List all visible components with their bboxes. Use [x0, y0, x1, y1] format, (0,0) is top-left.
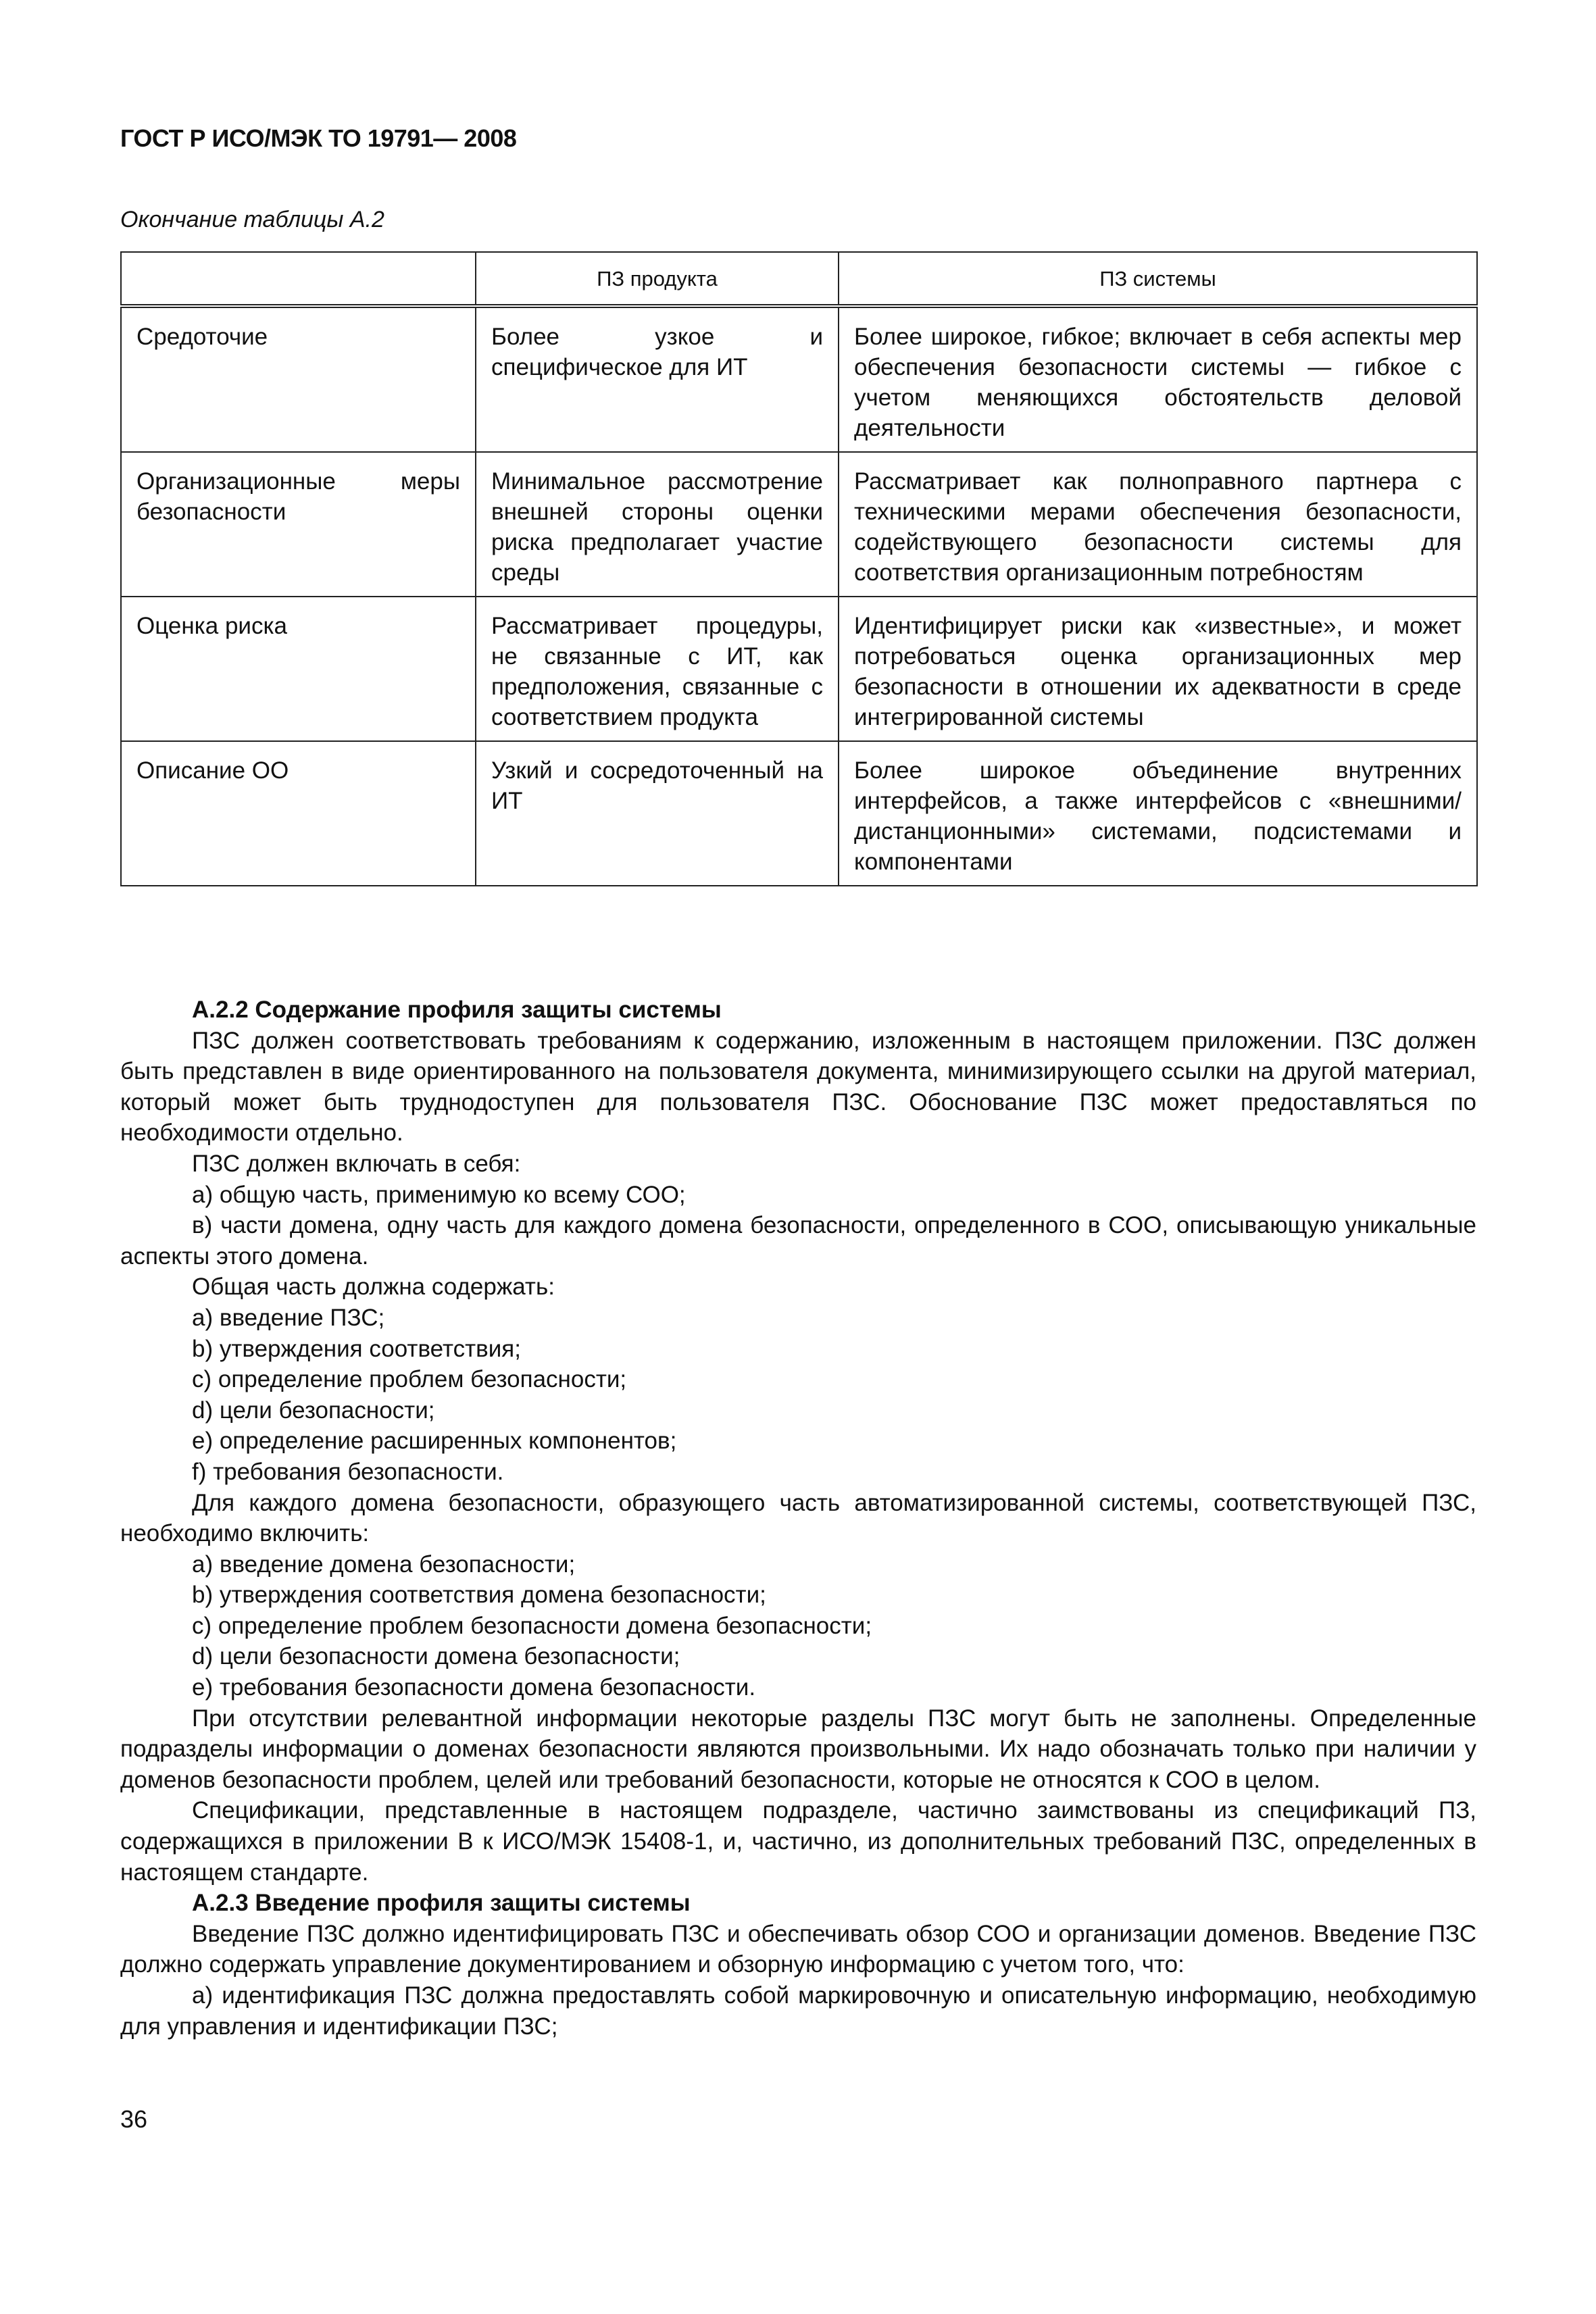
standard-header: ГОСТ Р ИСО/МЭК ТО 19791— 2008 [120, 124, 517, 152]
list-item: d) цели безопасности; [192, 1397, 435, 1424]
list-item: а) общую часть, применимую ко всему СОО; [192, 1181, 686, 1208]
system-pp-cell: Более широкое объединение внутренних интерфейсов, а также интерфейсов с «внешними/дистанционными» системами, подсистемами и компонентами [839, 741, 1477, 886]
aspect-cell: Оценка риска [121, 597, 476, 741]
product-pp-cell: Минимальное рассмотрение внешней стороны оценки риска предполагает участие среды [476, 452, 839, 597]
body-text [120, 995, 1476, 2042]
paragraph: ПЗС должен соответствовать требованиям к содержанию, изложенным в настоящем приложении. ПЗС должен быть представлен в виде ориентированного на пользователя документа, минимизирующего ссылки на другой материал, который может быть труднодоступен для пользователя ПЗС. Обоснование ПЗС может предоставляться по необходимости отдельно. [120, 1027, 1476, 1147]
list-item: а) идентификация ПЗС должна предоставлять собой маркировочную и описательную информацию, необходимую для управления и идентификации ПЗС; [120, 1982, 1476, 2040]
section-heading: А.2.2 Содержание профиля защиты системы [192, 997, 722, 1023]
system-pp-cell: Более широкое, гибкое; включает в себя аспекты мер обеспечения безопасности системы — гибкое с учетом меняющихся обстоятельств деловой деятельности [839, 306, 1477, 452]
list-item: d) цели безопасности домена безопасности; [192, 1643, 680, 1670]
list-item: а) введение ПЗС; [192, 1304, 385, 1331]
product-pp-cell: Более узкое и специфическое для ИТ [476, 306, 839, 452]
page-number: 36 [120, 2105, 148, 2133]
paragraph: Спецификации, представленные в настоящем подразделе, частично заимствованы из спецификаций ПЗ, содержащихся в приложении В к ИСО/МЭК 15408-1, и, частично, из дополнительных требований ПЗС, определенных в настоящем стандарте. [120, 1797, 1476, 1886]
column-header-aspect [121, 252, 476, 306]
column-header-product-pp: ПЗ продукта [476, 252, 839, 306]
list-item: е) определение расширенных компонентов; [192, 1428, 677, 1455]
list-item: е) требования безопасности домена безопасности. [192, 1674, 756, 1701]
list-item: в) части домена, одну часть для каждого домена безопасности, определенного в СОО, описывающую уникальные аспекты этого домена. [120, 1212, 1476, 1269]
paragraph: При отсутствии релевантной информации некоторые разделы ПЗС могут быть не заполнены. Определенные подразделы информации о доменах безопасности являются произвольными. Их надо обозначать только при наличии у доменов безопасности проблем, целей или требований безопасности, которые не относятся к СОО в целом. [120, 1705, 1476, 1793]
system-pp-cell: Идентифицирует риски как «известные», и может потребоваться оценка организационных мер безопасности в отношении их адекватности в среде интегрированной системы [839, 597, 1477, 741]
system-pp-cell: Рассматривает как полноправного партнера с техническими мерами обеспечения безопасности, содействующего безопасности системы для соответствия организационным потребностям [839, 452, 1477, 597]
column-header-system-pp: ПЗ системы [839, 252, 1477, 306]
table-row [121, 306, 1477, 452]
paragraph: Для каждого домена безопасности, образующего часть автоматизированной системы, соответствующей ПЗС, необходимо включить: [120, 1489, 1476, 1547]
list-item: b) утверждения соответствия; [192, 1335, 521, 1362]
product-pp-cell: Рассматривает процедуры, не связанные с ИТ, как предположения, связанные с соответствием продукта [476, 597, 839, 741]
paragraph: Введение ПЗС должно идентифицировать ПЗС и обеспечивать обзор СОО и организации доменов. Введение ПЗС должно содержать управление документированием и обзорную информацию с учетом того, что: [120, 1920, 1476, 1978]
section-heading: А.2.3 Введение профиля защиты системы [192, 1890, 691, 1917]
table-header-row [121, 252, 1477, 306]
aspect-cell: Описание ОО [121, 741, 476, 886]
table-row [121, 597, 1477, 741]
list-item: а) введение домена безопасности; [192, 1551, 576, 1578]
aspect-cell: Организационные меры безопасности [121, 452, 476, 597]
list-item: с) определение проблем безопасности; [192, 1366, 627, 1393]
table-caption: Окончание таблицы А.2 [120, 207, 384, 232]
comparison-table [120, 251, 1478, 886]
list-item: b) утверждения соответствия домена безопасности; [192, 1582, 766, 1609]
product-pp-cell: Узкий и сосредоточенный на ИТ [476, 741, 839, 886]
paragraph: Общая часть должна содержать: [192, 1274, 555, 1301]
paragraph: ПЗС должен включать в себя: [192, 1150, 521, 1177]
list-item: f) требования безопасности. [192, 1458, 504, 1485]
list-item: с) определение проблем безопасности домена безопасности; [192, 1612, 872, 1639]
aspect-cell: Средоточие [121, 306, 476, 452]
table-row [121, 452, 1477, 597]
table-row [121, 741, 1477, 886]
